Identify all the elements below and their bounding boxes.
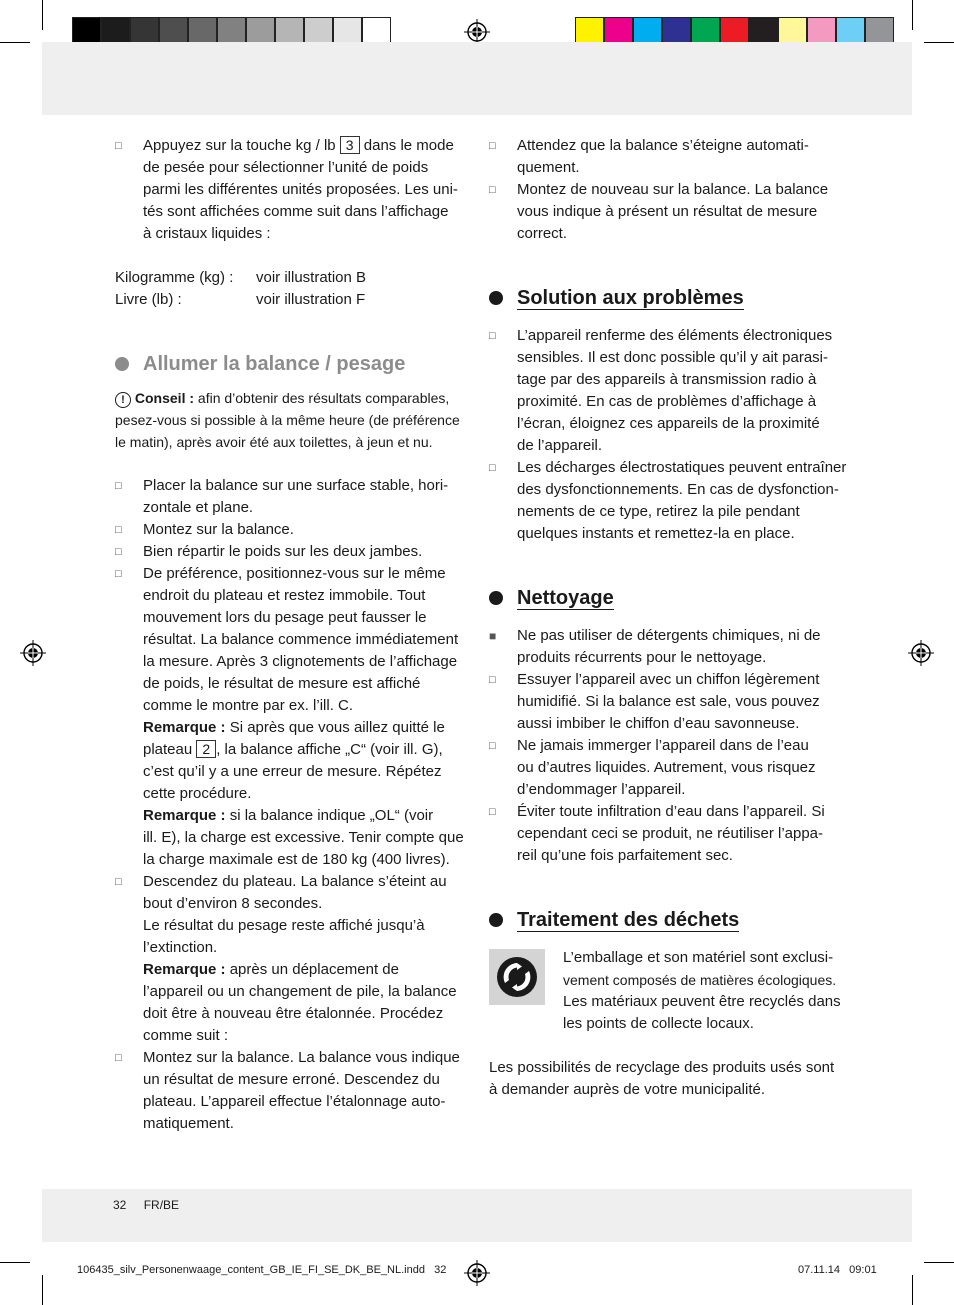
slug-filename: 106435_silv_Personenwaage_content_GB_IE_FI_SE_DK_BE_NL.indd 32 (77, 1264, 447, 1276)
checkbox-bullet-icon: □ (489, 740, 496, 752)
checkbox-bullet-icon: □ (489, 184, 496, 196)
unit-row: Livre (lb) : voir illustration F (115, 291, 366, 308)
crop-mark (912, 0, 913, 30)
list-item: □ Montez sur la balance. La balance vous indique un résultat de mesure erroné. Descendez du plateau. L’appareil effectue l’étalonnage auto- matiquement. (115, 1049, 460, 1132)
checkbox-bullet-icon: □ (489, 462, 496, 474)
locale-label: FR/BE (143, 1198, 180, 1212)
header-band (42, 42, 912, 115)
crop-mark (0, 42, 30, 43)
bullet-dot-icon (489, 291, 503, 305)
checkbox-bullet-icon: □ (115, 140, 122, 152)
crop-mark (924, 1262, 954, 1263)
list-item: □ Essuyer l’appareil avec un chiffon légèrement humidifié. Si la balance est sale, vous pouvez aussi imbiber le chiffon d’eau savonneuse. (489, 671, 820, 732)
list-item: ■ Ne pas utiliser de détergents chimiques, ni de produits récurrents pour le nettoyage. (489, 627, 821, 666)
checkbox-bullet-icon: □ (489, 674, 496, 686)
list-item: □ Bien répartir le poids sur les deux jambes. (115, 541, 475, 563)
checkbox-bullet-icon: □ (489, 140, 496, 152)
checkbox-bullet-icon: □ (489, 330, 496, 342)
list-item: □ Appuyez sur la touche kg / lb 3 dans le mode de pesée pour sélectionner l’unité de poids parmi les différentes unités proposées. Les uni- tés sont affichées comme suit dans l’affichage à cristaux liquides : (115, 137, 458, 242)
registration-mark-icon (464, 1260, 490, 1286)
crop-mark (924, 42, 954, 43)
checkbox-bullet-icon: □ (115, 480, 122, 492)
footer-band (42, 1189, 912, 1242)
key-reference: 3 (340, 136, 360, 154)
checkbox-bullet-icon: □ (115, 1052, 122, 1064)
left-column (115, 135, 475, 1135)
square-bullet-icon: ■ (489, 629, 497, 643)
exclamation-icon: ! (115, 392, 131, 408)
bullet-dot-icon (489, 913, 503, 927)
crop-mark (42, 1275, 43, 1305)
checkbox-bullet-icon: □ (115, 546, 122, 558)
list-item: □ Descendez du plateau. La balance s’éteint au bout d’environ 8 secondes. Le résultat du pesage reste affiché jusqu’à l’extinction. Remarque : après un déplacement de l’appareil ou un changement de pile, la balance doit être à nouveau être étalonnée. Procédez comme suit : (115, 873, 457, 1044)
slug-date: 07.11.14 09:01 (798, 1264, 877, 1276)
section-heading: Allumer la balance / pesage (115, 351, 475, 377)
list-item: □ Attendez que la balance s’éteigne automati- quement. (489, 137, 809, 176)
recycling-block: L’emballage et son matériel sont exclusi- vement composés de matières écologiques. Les matériaux peuvent être recyclés dans les points de collecte locaux. (489, 947, 849, 1035)
list-item: □ L’appareil renferme des éléments électroniques sensibles. Il est donc possible qu’il y ait parasi- tage par des appareils à transmission radio à proximité. En cas de problèmes d’affichage à l’écran, éloignez ces appareils de la proximité de l’appareil. (489, 327, 833, 454)
checkbox-bullet-icon: □ (115, 524, 122, 536)
list-item: □ Les décharges électrostatiques peuvent entraîner des dysfonctionnements. En cas de dysfonction- nements de ce type, retirez la pile pendant quelques instants et remettez-la en place. (489, 459, 847, 542)
page-number: 32 (113, 1198, 127, 1212)
tip-box: ! Conseil : afin d’obtenir des résultats comparables, pesez-vous si possible à la même heure (de préférence le matin), après avoir été aux toilettes, à jeun et nu. (115, 390, 460, 450)
list-item: □ Montez sur la balance. (115, 519, 475, 541)
unit-row: Kilogramme (kg) : voir illustration B (115, 269, 367, 286)
list-item: □ De préférence, positionnez-vous sur le même endroit du plateau et restez immobile. Tout mouvement lors du pesage peut fausser le résultat. La balance commence immédiatement la mesure. Après 3 clignotements de l’affichage de poids, le résultat de mesure est affiché comme le montre par ex. l’ill. C. Remarque : Si après que vous aillez quitté le plateau 2 , la balance affiche „C“ (voir ill. G), c’est qu’il y a une erreur de mesure. Répétez cette procédure. Remarque : si la balance indique „OL“ (voir ill. E), la charge est excessive. Tenir compte que la charge maximale est de 180 kg (400 livres). (115, 565, 464, 868)
list-item: □ Ne jamais immerger l’appareil dans de l’eau ou d’autres liquides. Autrement, vous risquez d’endommager l’appareil. (489, 737, 816, 798)
key-reference: 2 (196, 740, 216, 758)
section-heading: Nettoyage (489, 585, 849, 611)
crop-mark (0, 1262, 30, 1263)
green-dot-recycling-icon (489, 949, 545, 1005)
list-item: □ Éviter toute infiltration d’eau dans l’appareil. Si cependant ceci se produit, ne réutiliser l’appa- reil qu’une fois parfaitement sec. (489, 803, 825, 864)
section-heading: Traitement des déchets (489, 907, 849, 933)
registration-mark-icon (20, 640, 46, 666)
checkbox-bullet-icon: □ (115, 568, 122, 580)
list-item: □ Placer la balance sur une surface stable, hori- zontale et plane. (115, 477, 449, 516)
checkbox-bullet-icon: □ (115, 876, 122, 888)
page-footer (113, 1198, 179, 1212)
checkbox-bullet-icon: □ (489, 806, 496, 818)
section-heading: Solution aux problèmes (489, 285, 849, 311)
right-column: □ Attendez que la balance s’éteigne automati- quement. □ Montez de nouveau sur la balance. La balance vous indique à présent un résultat de mesure correct. Solution aux problèmes □ L’appareil renferme des éléments électroniques sensibles. Il est donc possible qu’il y ait parasi- tage par des appareils à transmission radio à proximité. En cas de problèmes d’affichage à l’écran, éloignez ces appareils de la proximité de l’appareil. □ Les décharges électrostatiques peuvent entraîner des dysfonctionnements. En cas de dysfonction- nements de ce type, retirez la pile pendant quelques instants et remettez-la en place. Nettoyage ■ Ne pas utiliser de détergents chimiques, ni de produits récurrents pour le nettoyage. □ Essuyer l’appareil avec un chiffon légèrement humidifié. Si la balance est sale, vous pouvez aussi imbiber le chiffon d’eau savonneuse. □ Ne jamais immerger l’appareil dans de l’eau ou d’autres liquides. Autrement, vous risquez d’endommager l’appareil. □ Éviter toute infiltration d’eau dans l’appareil. Si cependant ceci se produit, ne réutiliser l’appa- reil qu’une fois parfaitement sec. Traitement des déchets L’emballage et son matériel sont exclusi- vement composés de matières écologiques. Les matériaux peuvent être recyclés dans les points de collecte locaux. Les possibilités de recyclage des produits usés sont à demander auprès de votre municipalité. (489, 135, 849, 1101)
crop-mark (42, 0, 43, 30)
list-item: □ Montez de nouveau sur la balance. La balance vous indique à présent un résultat de mesure correct. (489, 181, 829, 242)
bullet-dot-icon (489, 591, 503, 605)
crop-mark (912, 1275, 913, 1305)
bullet-dot-icon (115, 357, 129, 371)
registration-mark-icon (908, 640, 934, 666)
